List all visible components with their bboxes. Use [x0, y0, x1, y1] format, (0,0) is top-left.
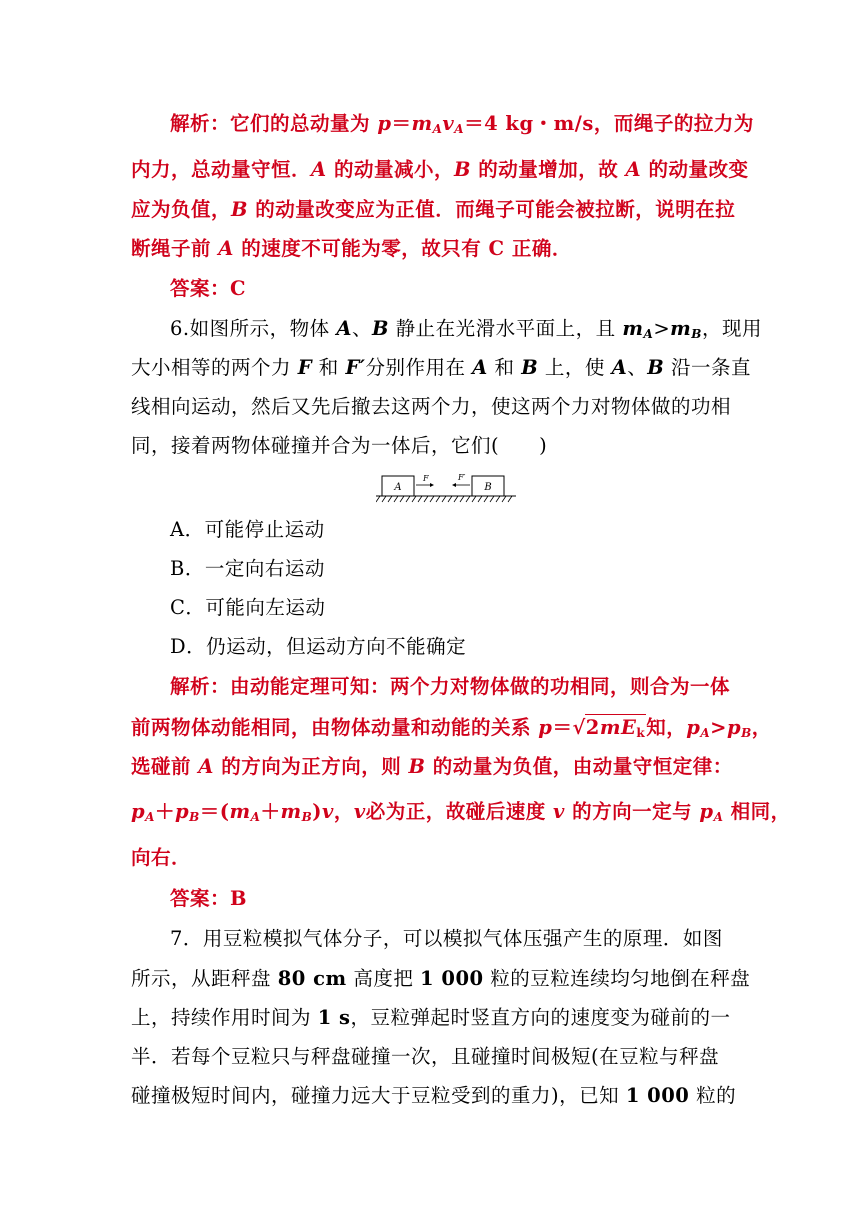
answer-label: 答案： [170, 887, 231, 910]
analysis-label: 解析： [170, 675, 231, 698]
q7-question-line-3: 上，持续作用时间为 1 s，豆粒弹起时竖直方向的速度变为碰前的一 [131, 1006, 731, 1029]
option-d: D．仍运动，但运动方向不能确定 [170, 635, 467, 658]
force-f-label: F [423, 474, 429, 483]
block-b-label: B [484, 482, 492, 493]
q6-question-line-4: 同，接着两物体碰撞并合为一体后，它们( ) [131, 434, 548, 457]
sqrt-radicand: $2mE_k$ [585, 716, 646, 740]
q7-question-line-5: 碰撞极短时间内，碰撞力远大于豆粒受到的重力)，已知 1 000 粒的 [131, 1084, 737, 1107]
answer-value: C [230, 277, 247, 300]
q5-analysis-line-1: 解析：它们的总动量为 $p=m_Av_A=4$ kg・m/s，而绳子的拉力为 [170, 112, 754, 136]
q6-question-line-3: 线相向运动，然后又先后撤去这两个力，使这两个力对物体做的功相 [131, 395, 732, 418]
sqrt-sign: √ [572, 716, 586, 739]
blocks-figure [376, 470, 516, 506]
q7-question-line-4: 半．若每个豆粒只与秤盘碰撞一次，且碰撞时间极短(在豆粒与秤盘 [131, 1045, 720, 1068]
q6-question-line-2: 大小相等的两个力 F 和 F′分别作用在 A 和 B 上，使 A、B 沿一条直 [131, 356, 751, 379]
force-f-prime-label: F′ [458, 473, 466, 482]
q5-analysis-line-3: 应为负值，B 的动量改变应为正值．而绳子可能会被拉断，说明在拉 [131, 198, 736, 221]
q6-analysis-line-5: 向右． [131, 846, 192, 869]
q6-answer [170, 886, 247, 912]
q6-question-line-1: 6.如图所示，物体 A、B 静止在光滑水平面上，且 $m_A>m_B$，现用 [170, 317, 762, 341]
q5-analysis-line-4: 断绳子前 A 的速度不可能为零，故只有 C 正确． [131, 237, 572, 260]
q5-answer [170, 276, 246, 302]
answer-value: B [230, 887, 247, 910]
option-b: B．一定向右运动 [170, 557, 325, 580]
q6-analysis-line-4: $p_A+p_B=(m_A+m_B)v$，v必为正，故碰后速度 v 的方向一定与 $p_A$ 相同， [131, 800, 791, 824]
option-c: C．可能向左运动 [170, 596, 326, 619]
q6-analysis-line-1: 解析：由动能定理可知：两个力对物体做的功相同，则合为一体 [170, 675, 731, 698]
answer-label: 答案： [170, 277, 231, 300]
q7-question-line-2: 所示，从距秤盘 80 cm 高度把 1 000 粒的豆粒连续均匀地倒在秤盘 [131, 967, 751, 990]
block-a-label: A [394, 482, 402, 493]
analysis-label: 解析： [170, 112, 231, 135]
q7-question-line-1: 7．用豆粒模拟气体分子，可以模拟气体压强产生的原理．如图 [170, 927, 723, 950]
q6-analysis-line-3: 选碰前 A 的方向为正方向，则 B 的动量为负值，由动量守恒定律： [131, 755, 733, 778]
option-a: A．可能停止运动 [170, 518, 325, 541]
q6-analysis-line-2: 前两物体动能相同，由物体动量和动能的关系 $p=√2mE_k$知，$p_A>p_B$， [131, 716, 772, 740]
q5-analysis-line-2: 内力，总动量守恒．A 的动量减小，B 的动量增加，故 A 的动量改变 [131, 158, 749, 181]
